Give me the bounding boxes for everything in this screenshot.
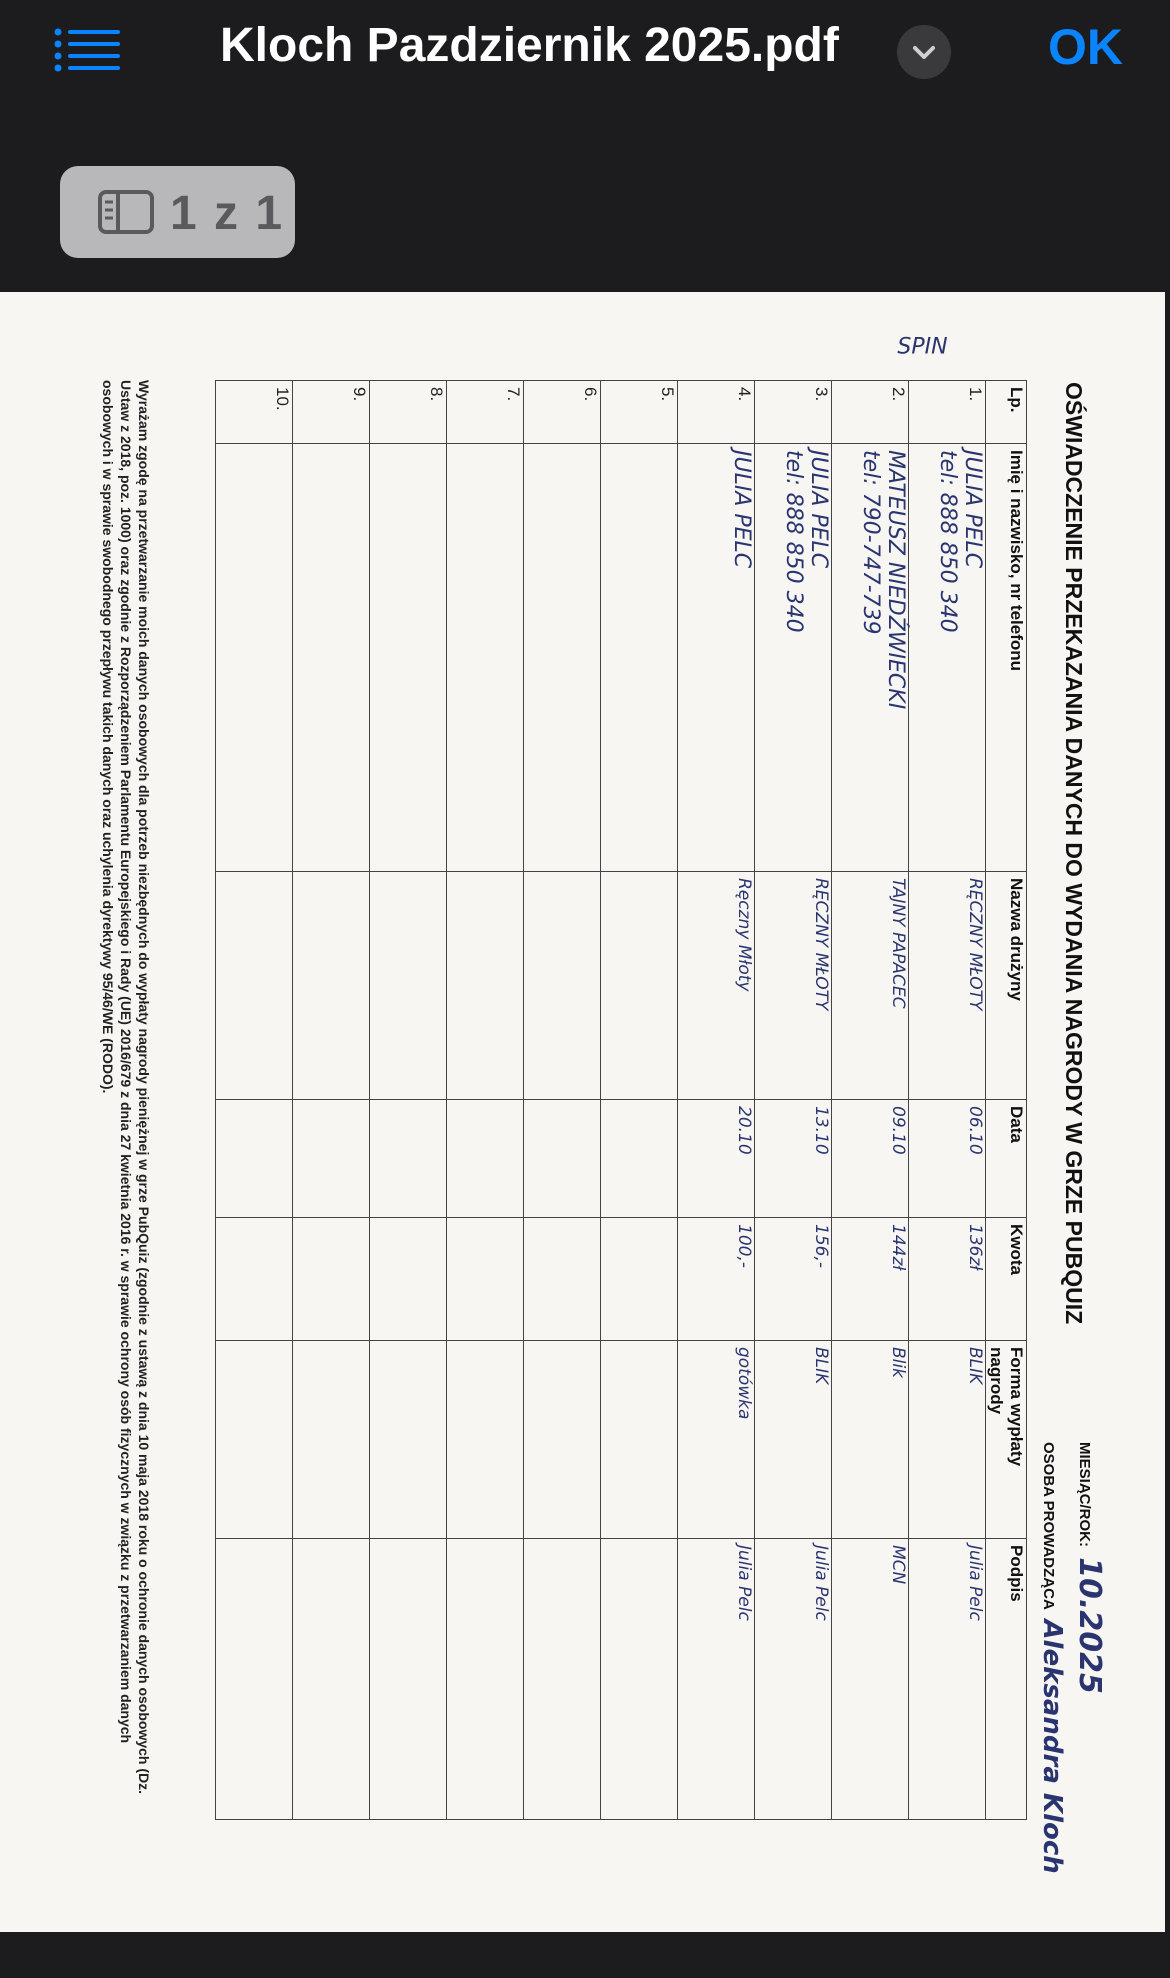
- host-label: [1037, 1442, 1067, 1874]
- table-row: [832, 381, 909, 1820]
- table-row: [678, 381, 755, 1820]
- row-name-phone: [909, 444, 986, 872]
- row-payout: BLIK: [909, 1341, 986, 1539]
- row-phone: tel: 888 850 340: [935, 450, 960, 633]
- row-date: 13.10: [755, 1100, 832, 1218]
- row-amount: 136zł: [909, 1218, 986, 1341]
- row-team: RĘCZNY MŁOTY: [755, 872, 832, 1100]
- month-label-text: MIESIĄC/ROK: [1076, 1442, 1093, 1543]
- row-lp: 4.: [678, 381, 755, 444]
- row-name: JULIA PELC: [960, 450, 985, 569]
- table-row: [601, 381, 678, 1820]
- row-payout: gotówka: [678, 1341, 755, 1539]
- row-amount: 144zł: [832, 1218, 909, 1341]
- table-row: [216, 381, 293, 1820]
- row-name: JULIA PELC: [806, 450, 831, 569]
- row-lp: 3.: [755, 381, 832, 444]
- row-amount: 100,-: [678, 1218, 755, 1341]
- pdf-page: [0, 292, 1165, 1932]
- row-lp: 2.: [832, 381, 909, 444]
- row-date: 20.10: [678, 1100, 755, 1218]
- col-payout: Forma wypłaty nagrody: [986, 1341, 1027, 1539]
- ok-button[interactable]: OK: [1048, 19, 1123, 75]
- col-name: Imię i nazwisko, nr telefonu: [986, 444, 1027, 872]
- host-label-text: OSOBA PROWADZĄCA: [1040, 1442, 1057, 1610]
- row-team: TAJNY PAPACEC: [832, 872, 909, 1100]
- col-team: Nazwa drużyny: [986, 872, 1027, 1100]
- row-name: MATEUSZ NIEDŹWIECKI: [883, 450, 908, 710]
- row-signature: Julia Pelc: [909, 1539, 986, 1820]
- table-row: [370, 381, 447, 1820]
- pdf-viewer[interactable]: [0, 290, 1170, 1978]
- col-lp: Lp.: [986, 381, 1027, 444]
- table-header-row: [986, 381, 1027, 1820]
- row-lp: 10.: [216, 381, 293, 444]
- row-lp: 5.: [601, 381, 678, 444]
- month-value: 10.2025: [1072, 1557, 1107, 1694]
- row-payout: Blik: [832, 1341, 909, 1539]
- row-lp: 9.: [293, 381, 370, 444]
- table-row: [293, 381, 370, 1820]
- page-sidebar-icon: [98, 190, 154, 234]
- row-lp: 6.: [524, 381, 601, 444]
- row-phone: tel: 790-747-739: [858, 450, 883, 635]
- month-label: MIESIĄC/ROK: 10.2025: [1072, 1442, 1107, 1694]
- title-menu-button[interactable]: [897, 25, 951, 79]
- row-lp: 1.: [909, 381, 986, 444]
- list-icon[interactable]: [54, 28, 120, 72]
- row-date: 06.10: [909, 1100, 986, 1218]
- host-value: Aleksandra Kloch: [1037, 1619, 1067, 1874]
- col-date: Data: [986, 1100, 1027, 1218]
- row-signature: Julia Pelc: [755, 1539, 832, 1820]
- row-date: 09.10: [832, 1100, 909, 1218]
- table-row: [755, 381, 832, 1820]
- row-lp: 7.: [447, 381, 524, 444]
- form-heading: OŚWIADCZENIE PRZEKAZANIA DANYCH DO WYDANIA NAGRODY W GRZE PUBQUIZ: [1061, 382, 1087, 1325]
- rotated-form: [0, 292, 1165, 1932]
- row-team: Ręczny Młoty: [678, 872, 755, 1100]
- row-amount: 156,-: [755, 1218, 832, 1341]
- page-indicator-label: 1 z 1: [170, 187, 285, 240]
- page-indicator-button[interactable]: [60, 166, 295, 258]
- table-row: [447, 381, 524, 1820]
- row-name-phone: [678, 444, 755, 872]
- row-lp: 8.: [370, 381, 447, 444]
- row-name-phone: [832, 444, 909, 872]
- col-amount: Kwota: [986, 1218, 1027, 1341]
- table-row: [909, 381, 986, 1820]
- row-name: JULIA PELC: [729, 450, 754, 569]
- chevron-down-icon: [897, 25, 951, 79]
- row-name-phone: [755, 444, 832, 872]
- row-signature: Julia Pelc: [678, 1539, 755, 1820]
- col-signature: Podpis: [986, 1539, 1027, 1820]
- consent-footer: Wyrażam zgodę na przetwarzanie moich danych osobowych dla potrzeb niezbędnych do wypłaty nagrody pieniężnej w grze PubQuiz (zgodnie z ustawą z dnia 10 maja 2018 roku o ochronie danych osobowych (Dz. Ustaw z 2018, poz. 1000) oraz zgodnie z Rozporządzeniem Parlamentu Europejskiego i Rady (UE) 2016/679 z dnia 27 kwietnia 2016 r. w sprawie ochrony osób fizycznych w związku z przetwarzaniem danych osobowych i w sprawie swobodnego przepływu takich danych oraz uchylenia dyrektywy 95/46/WE (RODO).: [100, 380, 152, 1795]
- row-team: RĘCZNY MŁOTY: [909, 872, 986, 1100]
- top-toolbar: [0, 0, 1170, 290]
- table-row: [524, 381, 601, 1820]
- margin-note: SPIN: [897, 334, 948, 360]
- prize-table: [215, 380, 1027, 1820]
- row-signature: MCN: [832, 1539, 909, 1820]
- row-phone: tel: 888 850 340: [781, 450, 806, 633]
- document-title[interactable]: Kloch Pazdziernik 2025.pdf: [220, 19, 839, 72]
- row-payout: BLIK: [755, 1341, 832, 1539]
